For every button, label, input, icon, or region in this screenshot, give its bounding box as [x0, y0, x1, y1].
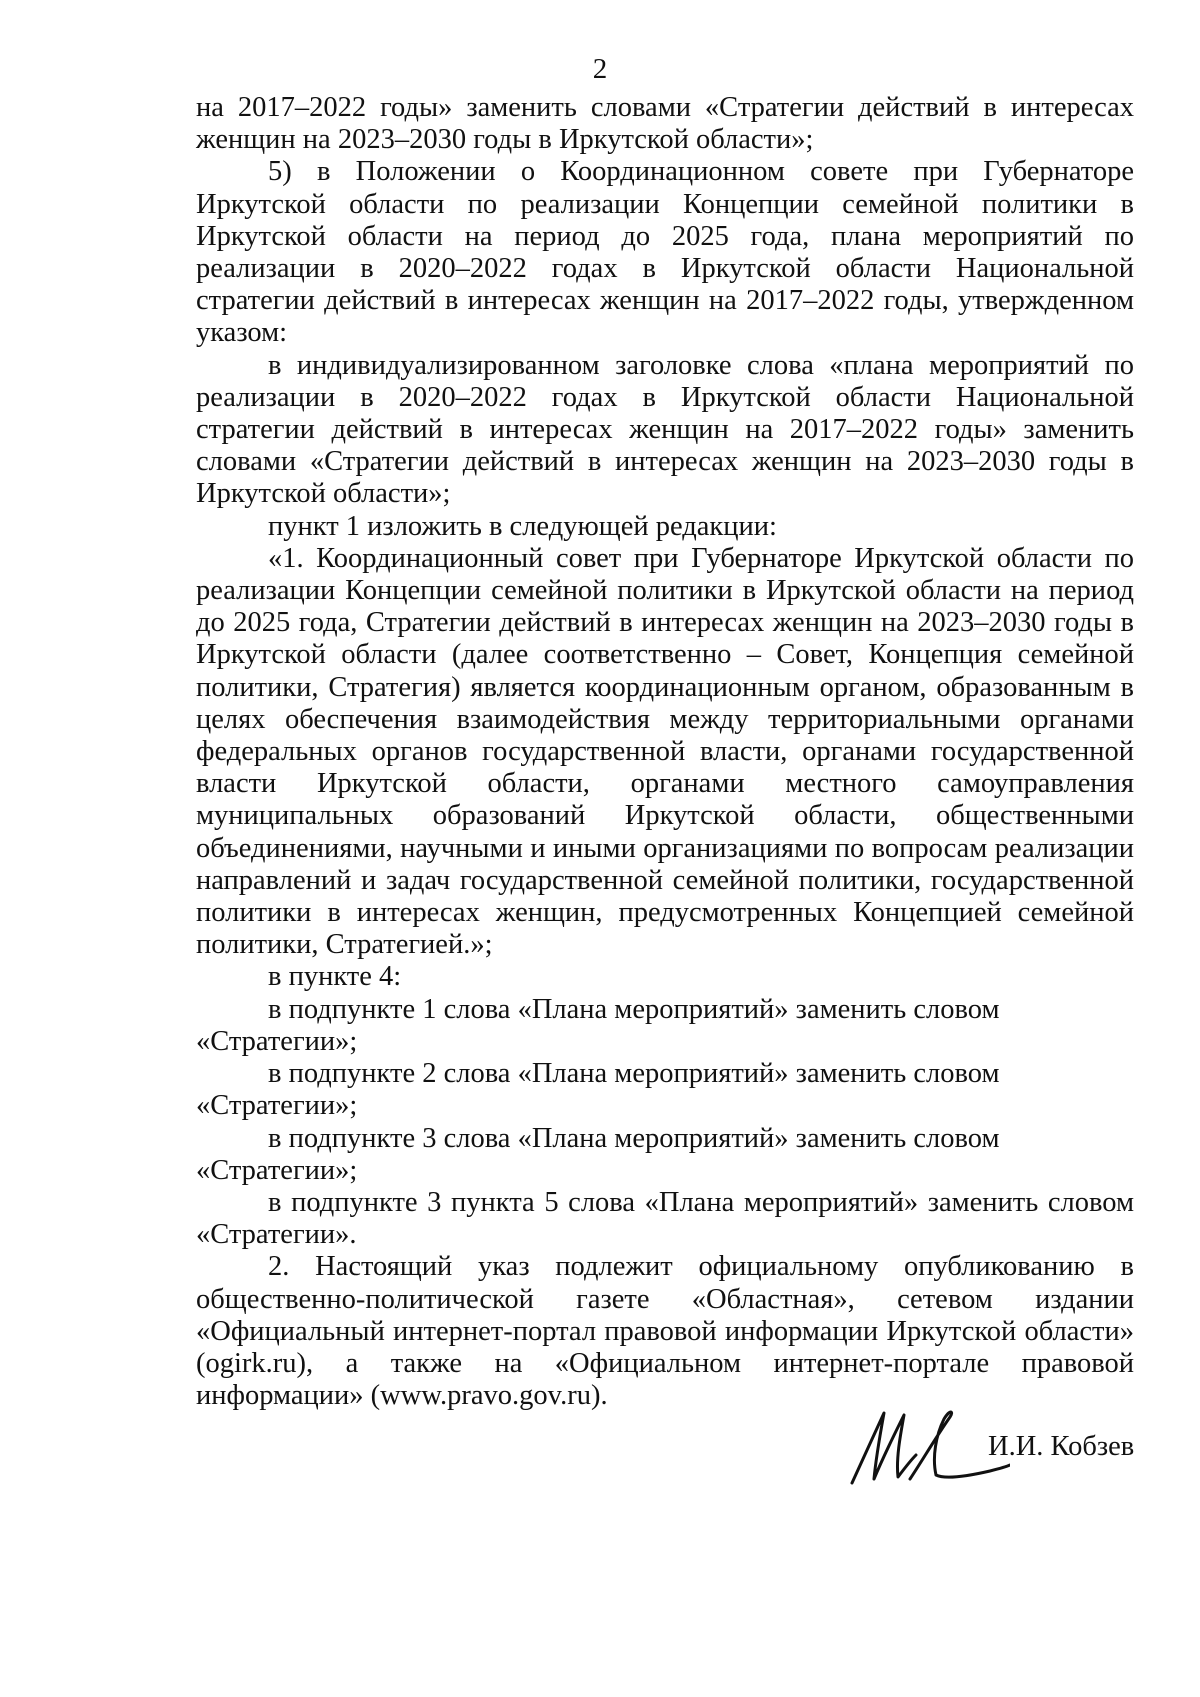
paragraph: «1. Координационный совет при Губернаторе Иркутской области по реализации Концепции семейной политики в Иркутской области на период до 2025 года, Стратегии действий в интересах женщин на 2023–2030 годы в Иркутской области (далее соответственно – Совет, Концепция семейной политики, Стратегия) является координационным органом, образованным в целях обеспечения взаимодействия между территориальными органами федеральных органов государственной власти, органами государственной власти Иркутской области, органами местного самоуправления муниципальных образований Иркутской области, общественными объединениями, научными и иными организациями по вопросам реализации направлений и задач государственной семейной политики, государственной политики в интересах женщин, предусмотренных Концепцией семейной политики, Стратегией.»; — [196, 542, 1134, 961]
paragraph: в подпункте 3 слова «Плана мероприятий» заменить словом «Стратегии»; — [196, 1122, 1000, 1186]
paragraph: в подпункте 1 слова «Плана мероприятий» заменить словом «Стратегии»; — [196, 993, 1000, 1057]
signature-block — [840, 1395, 1160, 1505]
paragraph: в индивидуализированном заголовке слова «плана мероприятий по реализации в 2020–2022 годах в Иркутской области Национальной стратегии действий в интересах женщин на 2017–2022 годы» заменить словами «Стратегии действий в интересах женщин на 2023–2030 годы в Иркутской области»; — [196, 349, 1134, 510]
paragraph: в подпункте 2 слова «Плана мероприятий» заменить словом «Стратегии»; — [196, 1058, 1000, 1122]
paragraph: 5) в Положении о Координационном совете при Губернаторе Иркутской области по реализации Концепции семейной политики в Иркутской области на период до 2025 года, плана мероприятий по реализации в 2020–2022 годах в Иркутской области Национальной стратегии действий в интересах женщин на 2017–2022 годы, утвержденном указом: — [196, 156, 1134, 349]
page-number: 2 — [592, 53, 608, 85]
paragraph: 2. Настоящий указ подлежит официальному опубликованию в общественно-политической газете «Областная», сетевом издании «Официальный интернет-портал правовой информации Иркутской области» (ogirk.ru), а также на «Официальном интернет-портале правовой информации» (www.pravo.gov.ru). — [196, 1251, 1134, 1412]
signer-name: И.И. Кобзев — [988, 1431, 1135, 1462]
paragraph: в подпункте 3 пункта 5 слова «Плана мероприятий» заменить словом «Стратегии». — [196, 1186, 1134, 1251]
paragraph: в пункте 4: — [268, 961, 402, 993]
document-body — [196, 92, 1134, 1412]
handwritten-signature — [840, 1395, 1010, 1495]
paragraph: на 2017–2022 годы» заменить словами «Стратегии действий в интересах женщин на 2023–2030 годы в Иркутской области»; — [196, 92, 1134, 156]
paragraph: пункт 1 изложить в следующей редакции: — [268, 510, 777, 542]
